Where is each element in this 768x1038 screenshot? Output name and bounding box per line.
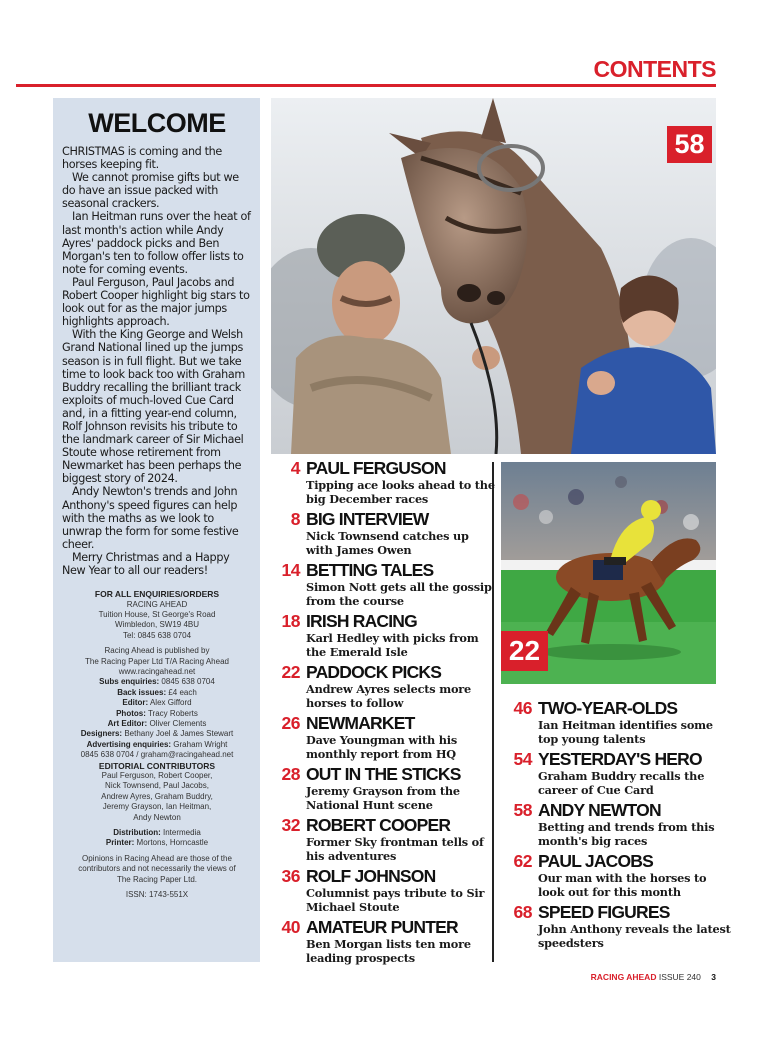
jockey-horse-photo — [271, 98, 716, 454]
entry-description: Dave Youngman with his monthly report from HQ — [306, 733, 458, 761]
welcome-paragraph: Merry Christmas and a Happy New Year to all our readers! — [62, 550, 230, 577]
entry-title: PADDOCK PICKS — [306, 662, 442, 682]
entry-title: BETTING TALES — [306, 560, 434, 580]
entry-title: PAUL JACOBS — [538, 851, 654, 871]
entry-title: OUT IN THE STICKS — [306, 764, 461, 784]
imprint-contributors: Andy Newton — [133, 812, 181, 822]
entry-title: IRISH RACING — [306, 611, 417, 631]
footer-brand: RACING AHEAD — [590, 972, 657, 982]
entry-page-number: 32 — [281, 815, 300, 835]
welcome-paragraph: Andy Newton's trends and John Anthony's speed figures can help with the maths as we look to unwrap the form for some festive cheer. — [62, 485, 239, 551]
entry-page-number: 28 — [281, 764, 300, 784]
entry-page-number: 46 — [513, 698, 532, 718]
welcome-paragraph: We cannot promise gifts but we do have an issue packed with seasonal crackers. — [62, 171, 239, 211]
footer-page-number: 3 — [711, 972, 716, 982]
imprint-distribution: Distribution: Intermedia — [113, 828, 201, 838]
entry-description: Tipping ace looks ahead to the big December races — [306, 478, 495, 506]
entry-page-number: 18 — [281, 611, 300, 631]
imprint-contributors: Jeremy Grayson, Ian Heitman, — [102, 802, 212, 812]
welcome-paragraph: Paul Ferguson, Paul Jacobs and Robert Cooper highlight big stars to look out for as the major jumps highlights approach. — [62, 275, 250, 329]
welcome-paragraph: With the King George and Welsh Grand National lined up the jumps season is in full flight. But we take time to look back too with Graham Buddry recalling the brilliant track exploits of much-loved Cue Card and, in a fitting year-end column, Rolf Johnson revisits his tribute to the landmark career of Sir Michael Stoute whose retirement from Newmarket has been perhaps the biggest story of 2024. — [62, 328, 245, 486]
entry-title: ANDY NEWTON — [538, 800, 661, 820]
entry-page-number: 68 — [513, 902, 532, 922]
entry-description: Our man with the horses to look out for this month — [538, 871, 707, 899]
entry-title: PAUL FERGUSON — [306, 458, 446, 478]
page-badge-58: 58 — [667, 126, 712, 163]
entry-page-number: 36 — [281, 866, 300, 886]
imprint-publisher: Racing Ahead is published by — [104, 646, 210, 656]
entry-title: ROLF JOHNSON — [306, 866, 436, 886]
imprint-art-editor: Art Editor: Oliver Clements — [107, 718, 207, 728]
imprint-opinions: The Racing Paper Ltd. — [116, 874, 198, 884]
imprint-address: Tuition House, St George's Road — [98, 609, 216, 619]
entry-title: ROBERT COOPER — [306, 815, 451, 835]
header-rule — [16, 84, 716, 87]
imprint-issn: ISSN: 1743-551X — [125, 890, 189, 900]
entry-title: TWO-YEAR-OLDS — [538, 698, 678, 718]
entry-page-number: 62 — [513, 851, 532, 871]
imprint-contributors: Nick Townsend, Paul Jacobs, — [105, 781, 209, 791]
imprint-advertising-contact: 0845 638 0704 / graham@racingahead.net — [80, 750, 234, 760]
entry-title: SPEED FIGURES — [538, 902, 670, 922]
imprint-back-issues: Back issues: £4 each — [117, 687, 197, 697]
entry-page-number: 22 — [281, 662, 300, 682]
welcome-paragraph: Ian Heitman runs over the heat of last month's action while Andy Ayres' paddock picks and Ben Morgan's ten to follow offer lists to note for coming events. — [62, 210, 251, 276]
entry-description: Simon Nott gets all the gossip from the course — [306, 580, 492, 608]
imprint-tel: Tel: 0845 638 0704 — [122, 630, 192, 640]
entry-page-number: 14 — [281, 560, 300, 580]
imprint-address: Wimbledon, SW19 4BU — [114, 620, 200, 630]
imprint-publisher: The Racing Paper Ltd T/A Racing Ahead — [85, 656, 229, 666]
entry-description: Karl Hedley with picks from the Emerald Isle — [306, 631, 479, 659]
imprint-subs: Subs enquiries: 0845 638 0704 — [99, 677, 215, 687]
welcome-heading: WELCOME — [88, 108, 226, 138]
imprint — [62, 589, 252, 900]
imprint-editor: Editor: Alex Gifford — [122, 698, 192, 708]
imprint-opinions: contributors and not necessarily the views of — [78, 864, 236, 874]
footer-issue: ISSUE 240 — [658, 972, 701, 982]
entry-page-number: 58 — [513, 800, 532, 820]
imprint-contributors: Andrew Ayres, Graham Buddry, — [101, 791, 213, 801]
imprint-photos: Photos: Tracy Roberts — [116, 708, 198, 718]
entry-description: Betting and trends from this month's big races — [538, 820, 715, 848]
imprint-designers: Designers: Bethany Joel & James Stewart — [80, 729, 234, 739]
entry-page-number: 26 — [281, 713, 300, 733]
entry-description: Nick Townsend catches up with James Owen — [306, 529, 469, 557]
page-badge-22: 22 — [501, 631, 548, 671]
imprint-contributors-heading: EDITORIAL CONTRIBUTORS — [98, 760, 216, 771]
imprint-opinions: Opinions in Racing Ahead are those of the — [82, 853, 232, 863]
imprint-company: RACING AHEAD — [126, 599, 188, 609]
entry-page-number: 8 — [290, 509, 300, 529]
entry-description: John Anthony reveals the latest speedsters — [538, 922, 731, 950]
welcome-paragraph: CHRISTMAS is coming and the horses keeping fit. — [62, 145, 222, 172]
entry-page-number: 40 — [281, 917, 300, 937]
entry-title: AMATEUR PUNTER — [306, 917, 458, 937]
imprint-advertising: Advertising enquiries: Graham Wright — [86, 739, 228, 749]
entry-description: Jeremy Grayson from the National Hunt scene — [306, 784, 460, 812]
entry-page-number: 4 — [290, 458, 300, 478]
entry-description: Columnist pays tribute to Sir Michael Stoute — [306, 886, 485, 914]
entry-title: YESTERDAY'S HERO — [538, 749, 702, 769]
imprint-contributors: Paul Ferguson, Robert Cooper, — [101, 771, 213, 780]
page-footer — [591, 972, 716, 982]
entry-title: NEWMARKET — [306, 713, 415, 733]
contents-title: CONTENTS — [593, 56, 716, 82]
entry-description: Ben Morgan lists ten more leading prospects — [306, 937, 471, 965]
imprint-website[interactable]: www.racingahead.net — [118, 666, 196, 676]
welcome-sidebar — [53, 98, 260, 962]
entry-description: Former Sky frontman tells of his adventures — [306, 835, 484, 863]
entry-description: Graham Buddry recalls the career of Cue Card — [538, 769, 705, 797]
imprint-printer: Printer: Mortons, Horncastle — [105, 838, 209, 848]
entry-title: BIG INTERVIEW — [306, 509, 429, 529]
entry-description: Ian Heitman identifies some top young talents — [538, 718, 713, 746]
welcome-text — [62, 145, 252, 577]
imprint-heading: FOR ALL ENQUIRIES/ORDERS — [94, 589, 220, 600]
entry-description: Andrew Ayres selects more horses to follow — [306, 682, 472, 710]
entry-page-number: 54 — [513, 749, 532, 769]
